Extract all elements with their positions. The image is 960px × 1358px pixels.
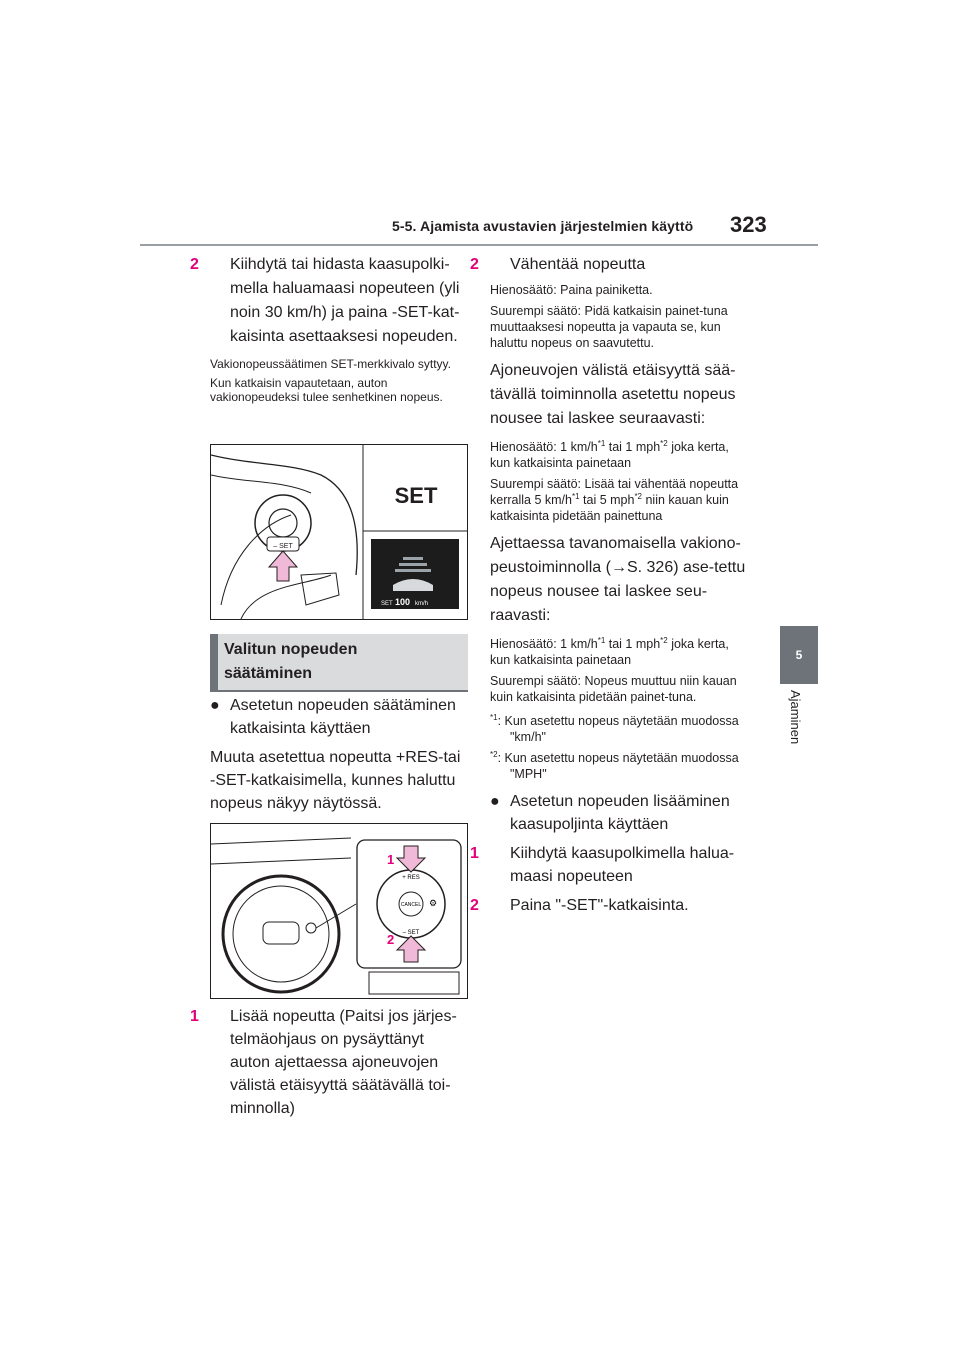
footnote-ref: *2 bbox=[634, 491, 642, 501]
set-button-label: – SET bbox=[273, 543, 293, 550]
right-column bbox=[470, 253, 748, 922]
steering-wheel-inner bbox=[233, 886, 329, 982]
fine-adjust: Hienosäätö: Paina painiketta. bbox=[490, 283, 653, 297]
distance-bar-3 bbox=[395, 569, 431, 572]
text-part: Suurempi säätö: Lisää tai vähentää nopeutta kerralla 5 km/h bbox=[490, 477, 739, 507]
bullet-dot-icon: ● bbox=[490, 793, 500, 810]
distance-bar-2 bbox=[399, 563, 427, 566]
speed-prefix: SET bbox=[381, 601, 393, 607]
console-detail bbox=[369, 972, 459, 994]
set-label: – SET bbox=[402, 930, 420, 936]
bullet-accelerator bbox=[490, 790, 748, 836]
step-2-press-set bbox=[470, 894, 748, 917]
step-text: Paina "-SET"-katkaisinta. bbox=[510, 897, 689, 914]
footnote-mark: *1 bbox=[490, 712, 498, 722]
text-part: niin kauan kuin katkaisinta pidetään painettuna bbox=[490, 493, 729, 523]
text-part: joka kerta, kun katkaisinta painetaan bbox=[490, 637, 729, 667]
step-number: 1 bbox=[190, 1008, 199, 1025]
header-section-title: 5-5. Ajamista avustavien järjestelmien käyttö bbox=[392, 218, 694, 234]
wheel-hub bbox=[263, 922, 299, 944]
speed-unit: km/h bbox=[415, 601, 429, 607]
distance-bar-1 bbox=[403, 557, 423, 560]
text-part: tai 1 mph bbox=[605, 637, 661, 651]
text-part: tai 1 mph bbox=[605, 440, 661, 454]
footnote-text: : Kun asetettu nopeus näytetään muodossa "km/h" bbox=[497, 714, 739, 744]
para-normal-cruise: Ajettaessa tavanomaisella vakiono-peustoiminnolla (→S. 326) ase-tettu nopeus nousee tai laskee seu-raavasti: bbox=[490, 535, 746, 624]
footnote-mark: *2 bbox=[490, 749, 498, 759]
step-2-accelerate bbox=[190, 253, 468, 349]
step-2-decrease bbox=[470, 253, 748, 276]
section-heading bbox=[210, 634, 468, 692]
page-number: 323 bbox=[730, 212, 767, 237]
lower-switch bbox=[301, 573, 339, 605]
steering-res-set-illustration bbox=[211, 824, 467, 998]
steering-wheel bbox=[223, 876, 339, 992]
footnote-text: : Kun asetettu nopeus näytetään muodossa "MPH" bbox=[497, 751, 739, 781]
note-set-indicator: Vakionopeussäätimen SET-merkkivalo syttyy. bbox=[210, 357, 451, 371]
step-1-increase bbox=[190, 1005, 468, 1120]
wheel-inner-line bbox=[211, 475, 311, 493]
note-release-switch: Kun katkaisin vapautetaan, auton vakionopeudeksi tulee senhetkinen nopeus. bbox=[210, 376, 443, 404]
text-part: tai 5 mph bbox=[579, 493, 635, 507]
coarse-adjust-normal: Suurempi säätö: Nopeus muuttuu niin kauan kuin katkaisinta pidetään painet-tuna. bbox=[490, 674, 737, 704]
callout-1: 1 bbox=[387, 852, 395, 867]
step-1-accelerate bbox=[470, 842, 748, 888]
section-heading-text bbox=[224, 638, 357, 686]
step-text: Kiihdytä kaasupolkimella halua-maasi nopeuteen bbox=[510, 845, 735, 885]
text-part: joka kerta, kun katkaisinta painetaan bbox=[490, 440, 729, 470]
left-column-middle bbox=[210, 694, 468, 820]
coarse-adjust: Suurempi säätö: Pidä katkaisin painet-tuna muuttaaksesi nopeutta ja vapauta se, kun haluttu nopeus on saavutettu. bbox=[490, 304, 728, 350]
bullet-text: Asetetun nopeuden lisääminen kaasupoljinta käyttäen bbox=[510, 793, 730, 833]
step-number: 1 bbox=[470, 845, 479, 862]
left-column-top bbox=[190, 253, 468, 409]
footnote-2 bbox=[490, 750, 748, 782]
coarse-adjust-distance bbox=[490, 476, 748, 524]
figure-res-set-switch bbox=[210, 823, 468, 999]
section-heading-bar bbox=[210, 634, 218, 692]
footnote-ref: *2 bbox=[660, 635, 668, 645]
bullet-text: Asetetun nopeuden säätäminen katkaisinta käyttäen bbox=[230, 697, 456, 737]
distance-button-icon: ⚙ bbox=[428, 898, 438, 908]
step-text: Vähentää nopeutta bbox=[510, 256, 646, 273]
press-arrow-icon bbox=[269, 551, 297, 581]
footnote-ref: *1 bbox=[597, 635, 606, 645]
dash-line bbox=[211, 838, 351, 844]
text-part: Hienosäätö: 1 km/h bbox=[490, 637, 598, 651]
text-part: Hienosäätö: 1 km/h bbox=[490, 440, 598, 454]
switch-location bbox=[306, 923, 316, 933]
step-number: 2 bbox=[190, 256, 199, 273]
bullet-dot-icon: ● bbox=[210, 697, 220, 714]
speed-value: 100 bbox=[395, 597, 411, 607]
step-number: 2 bbox=[470, 897, 479, 914]
footnote-ref: *1 bbox=[597, 438, 606, 448]
footnote-ref: *2 bbox=[660, 438, 668, 448]
footnote-1 bbox=[490, 713, 748, 745]
left-column-bottom bbox=[190, 1005, 468, 1125]
cancel-label: CANCEL bbox=[400, 902, 422, 908]
step-text: Kiihdytä tai hidasta kaasupolki-mella haluamaasi nopeuteen (yli noin 30 km/h) ja paina -SET-kat-kaisinta asettaaksesi nopeuden. bbox=[230, 256, 460, 345]
bullet-adjust-switch bbox=[210, 694, 468, 740]
set-indicator-text: SET bbox=[394, 483, 438, 508]
step-text: Lisää nopeutta (Paitsi jos järjes-telmäohjaus on pysäyttänyt auton ajettaessa ajoneuvojen välistä etäisyyttä säätävällä toi-minnolla) bbox=[230, 1008, 457, 1117]
header-divider bbox=[140, 244, 818, 246]
fine-adjust-normal bbox=[490, 636, 748, 668]
meter-display bbox=[371, 539, 459, 609]
leader-line bbox=[316, 904, 356, 928]
spoke-lower-line bbox=[241, 575, 331, 619]
callout-2: 2 bbox=[387, 932, 395, 947]
steering-set-illustration bbox=[211, 445, 467, 619]
figure-set-switch bbox=[210, 444, 468, 620]
para-adjust-speed: Muuta asetettua nopeutta +RES-tai -SET-katkaisimella, kunnes haluttu nopeus näkyy näytössä. bbox=[210, 749, 461, 812]
fine-adjust-distance bbox=[490, 439, 748, 471]
section-heading-line1: Valitun nopeuden bbox=[224, 641, 358, 658]
chapter-tab[interactable]: 5 bbox=[780, 626, 818, 684]
footnote-ref: *1 bbox=[571, 491, 580, 501]
para-distance-control: Ajoneuvojen välistä etäisyyttä sää-tävällä toiminnolla asetettu nopeus nousee tai laskee seuraavasti: bbox=[490, 362, 736, 427]
step-number: 2 bbox=[470, 256, 479, 273]
chapter-tab-label: Ajaminen bbox=[788, 690, 803, 745]
res-label: + RES bbox=[402, 875, 420, 881]
dash-line-2 bbox=[211, 858, 351, 864]
section-heading-line2: säätäminen bbox=[224, 665, 313, 682]
